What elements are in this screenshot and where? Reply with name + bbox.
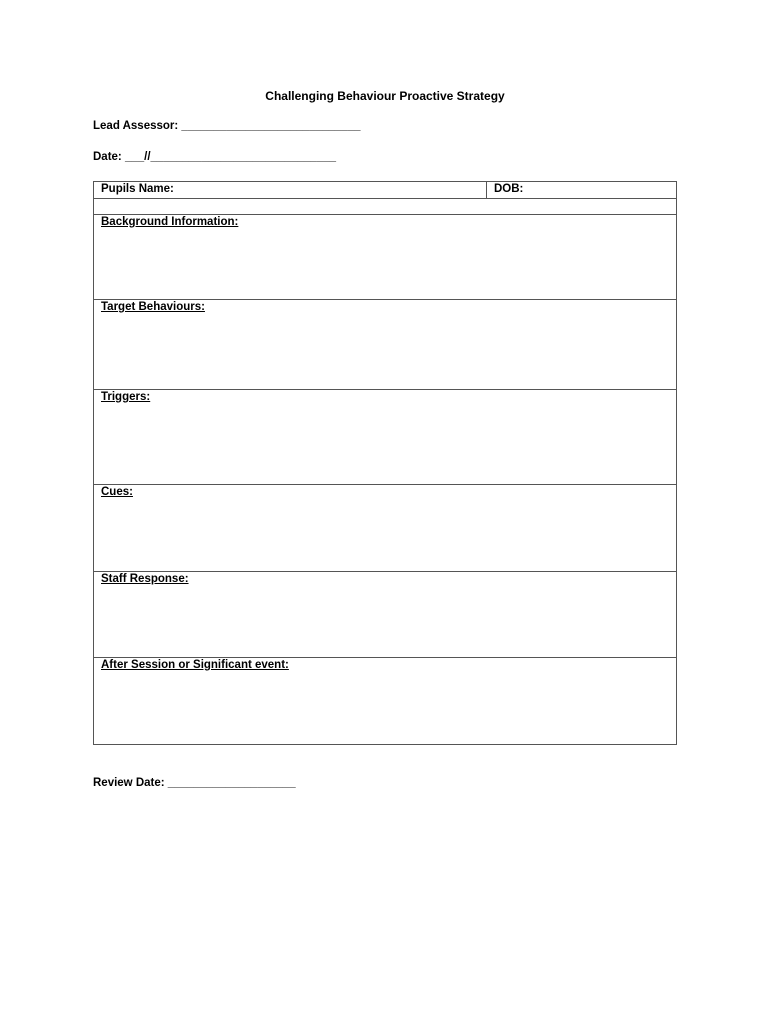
background-information-section[interactable] [94, 215, 677, 300]
after-session-section[interactable] [94, 658, 677, 745]
strategy-table [93, 181, 677, 745]
date-field[interactable]: Date: ___//_____________________________ [93, 151, 337, 163]
pupil-details-blank-row[interactable] [94, 199, 677, 215]
triggers-section[interactable] [94, 390, 677, 485]
section-label: Cues: [101, 486, 133, 498]
section-label: Staff Response: [101, 573, 189, 585]
staff-response-section[interactable] [94, 572, 677, 658]
dob-cell[interactable]: DOB: [487, 182, 677, 199]
section-label: After Session or Significant event: [101, 659, 289, 671]
lead-assessor-field[interactable]: Lead Assessor: ____________________________ [93, 120, 361, 132]
cues-section[interactable] [94, 485, 677, 572]
document-title: Challenging Behaviour Proactive Strategy [265, 89, 505, 103]
pupils-name-cell[interactable]: Pupils Name: [94, 182, 487, 199]
target-behaviours-section[interactable] [94, 300, 677, 390]
review-date-field[interactable]: Review Date: ____________________ [93, 777, 296, 789]
section-label: Target Behaviours: [101, 301, 205, 313]
section-label: Background Information: [101, 216, 239, 228]
section-label: Triggers: [101, 391, 151, 403]
